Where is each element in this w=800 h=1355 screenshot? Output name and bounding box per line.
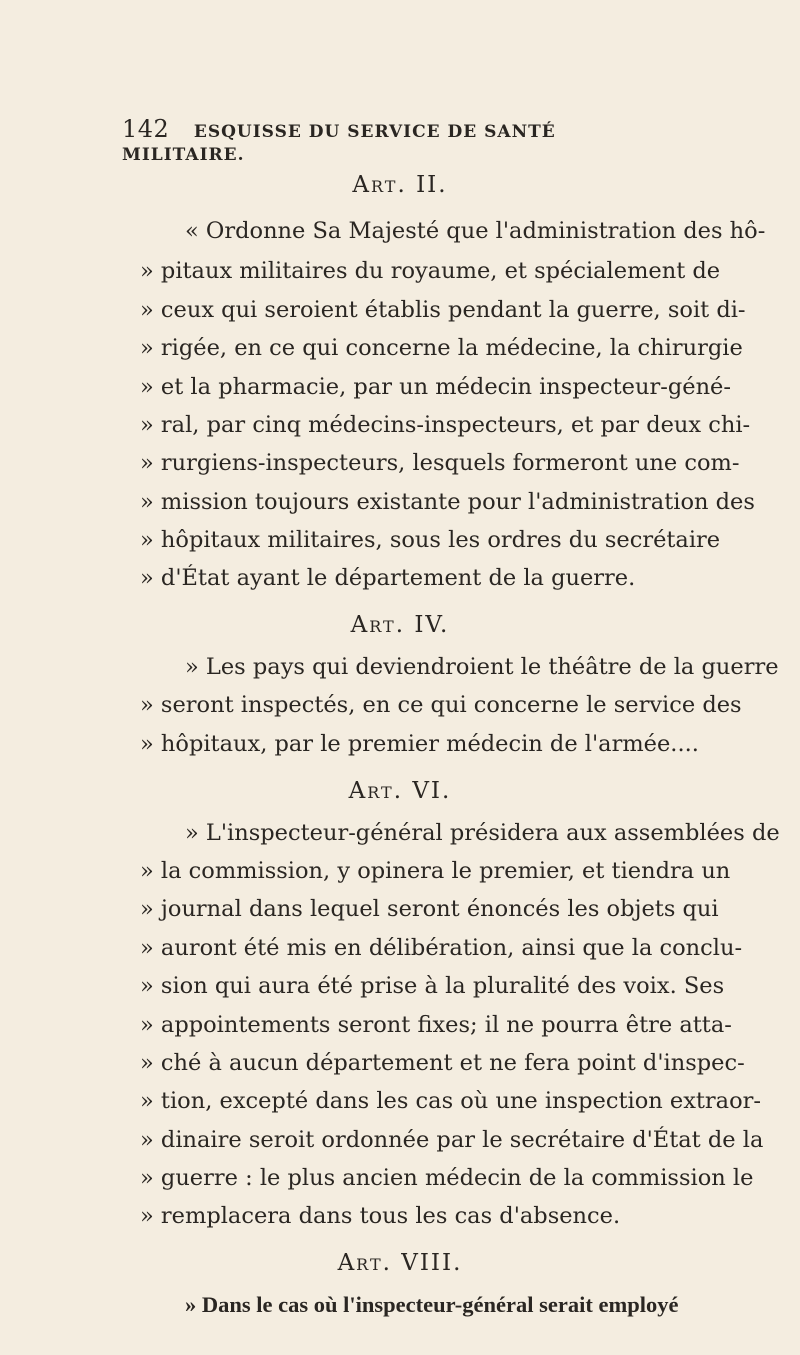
text-line: » ral, par cinq médecins-inspecteurs, et par deux chi- [140,412,751,438]
text-line: » tion, excepté dans les cas où une inspection extraor- [140,1088,762,1114]
text-line: » remplacera dans tous les cas d'absence. [140,1203,621,1229]
text-line: » Dans le cas où l'inspecteur-général serait employé [185,1292,679,1317]
text-line: » hôpitaux militaires, sous les ordres du secrétaire [140,527,721,553]
text-line: » journal dans lequel seront énoncés les objets qui [140,896,719,922]
text-line: » et la pharmacie, par un médecin inspecteur-géné- [140,374,731,400]
text-line: » mission toujours existante pour l'administration des [140,489,755,515]
article-heading: Art. VI. [348,778,452,804]
text-line: » ceux qui seroient établis pendant la guerre, soit di- [140,297,746,323]
text-line: » dinaire seroit ordonnée par le secrétaire d'État de la [140,1127,764,1153]
text-line: » sion qui aura été prise à la pluralité des voix. Ses [140,973,725,999]
page-header [122,115,682,165]
article-heading: Art. IV. [350,612,450,638]
text-line: » la commission, y opinera le premier, et tiendra un [140,858,731,884]
text-line: » appointements seront fixes; il ne pourra être atta- [140,1012,732,1038]
text-line: « Ordonne Sa Majesté que l'administration des hô- [185,218,766,244]
article-heading: Art. VIII. [337,1250,463,1276]
article-heading: Art. II. [352,172,448,198]
text-line: » rurgiens-inspecteurs, lesquels formeront une com- [140,450,740,476]
text-line: » auront été mis en délibération, ainsi que la conclu- [140,935,743,961]
text-line: » pitaux militaires du royaume, et spécialement de [140,258,721,284]
text-line: » guerre : le plus ancien médecin de la commission le [140,1165,754,1191]
text-line: » ché à aucun département et ne fera point d'inspec- [140,1050,745,1076]
page-number: 142 [122,115,170,143]
text-line: » seront inspectés, en ce qui concerne le service des [140,692,742,718]
text-line: » L'inspecteur-général présidera aux assemblées de [185,820,780,846]
text-line: » Les pays qui deviendroient le théâtre de la guerre [185,654,779,680]
text-line: » rigée, en ce qui concerne la médecine, la chirurgie [140,335,743,361]
text-line: » d'État ayant le département de la guerre. [140,565,636,591]
running-title: ESQUISSE DU SERVICE DE SANTÉ MILITAIRE. [122,122,556,165]
text-line: » hôpitaux, par le premier médecin de l'armée.... [140,731,699,757]
